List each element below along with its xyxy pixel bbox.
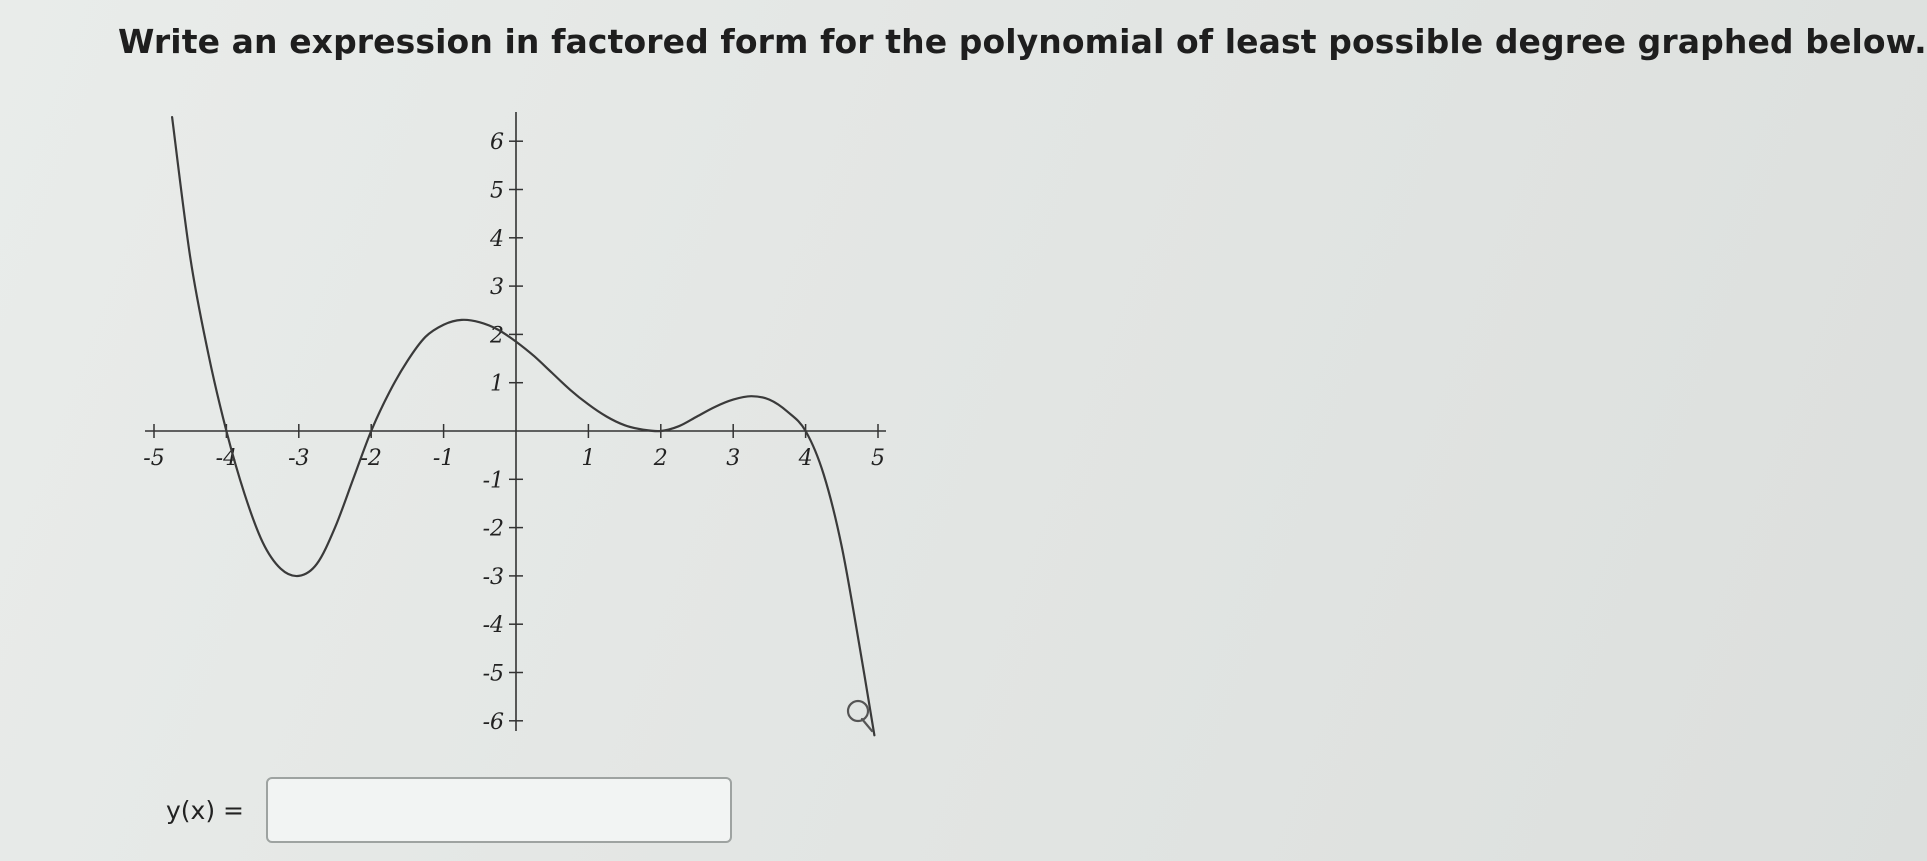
x-tick-label: -4	[215, 446, 238, 471]
x-tick-label: 4	[798, 446, 813, 471]
x-tick-label: 3	[726, 446, 741, 471]
polynomial-curve	[172, 117, 874, 735]
x-tick-label: -5	[143, 446, 165, 471]
answer-row	[166, 775, 732, 845]
y-tick-label: 5	[490, 178, 504, 204]
y-tick-label: -5	[482, 661, 504, 687]
x-tick-label: 2	[653, 446, 668, 471]
y-tick-label: 6	[490, 130, 504, 156]
y-tick-label: -4	[482, 613, 504, 639]
x-axis	[143, 424, 886, 471]
y-tick-label: -2	[482, 516, 504, 542]
y-tick-label: 4	[490, 226, 504, 252]
y-tick-label: -3	[482, 564, 504, 590]
answer-input[interactable]	[266, 777, 732, 843]
y-tick-label: 1	[490, 371, 504, 397]
x-tick-label: -2	[360, 446, 382, 471]
y-axis	[483, 112, 523, 735]
y-tick-label: -1	[482, 468, 504, 494]
y-tick-label: -6	[482, 709, 504, 735]
y-tick-label: 3	[490, 275, 504, 301]
x-tick-label: -3	[288, 446, 310, 471]
y-tick-label: 2	[490, 323, 504, 349]
x-tick-label: 5	[871, 446, 885, 471]
x-tick-label: -1	[432, 446, 455, 471]
answer-label: y(x) =	[166, 795, 244, 825]
x-tick-label: 1	[581, 446, 596, 471]
question-text: Write an expression in factored form for the polynomial of least possible degree graphed below.	[118, 22, 1927, 61]
